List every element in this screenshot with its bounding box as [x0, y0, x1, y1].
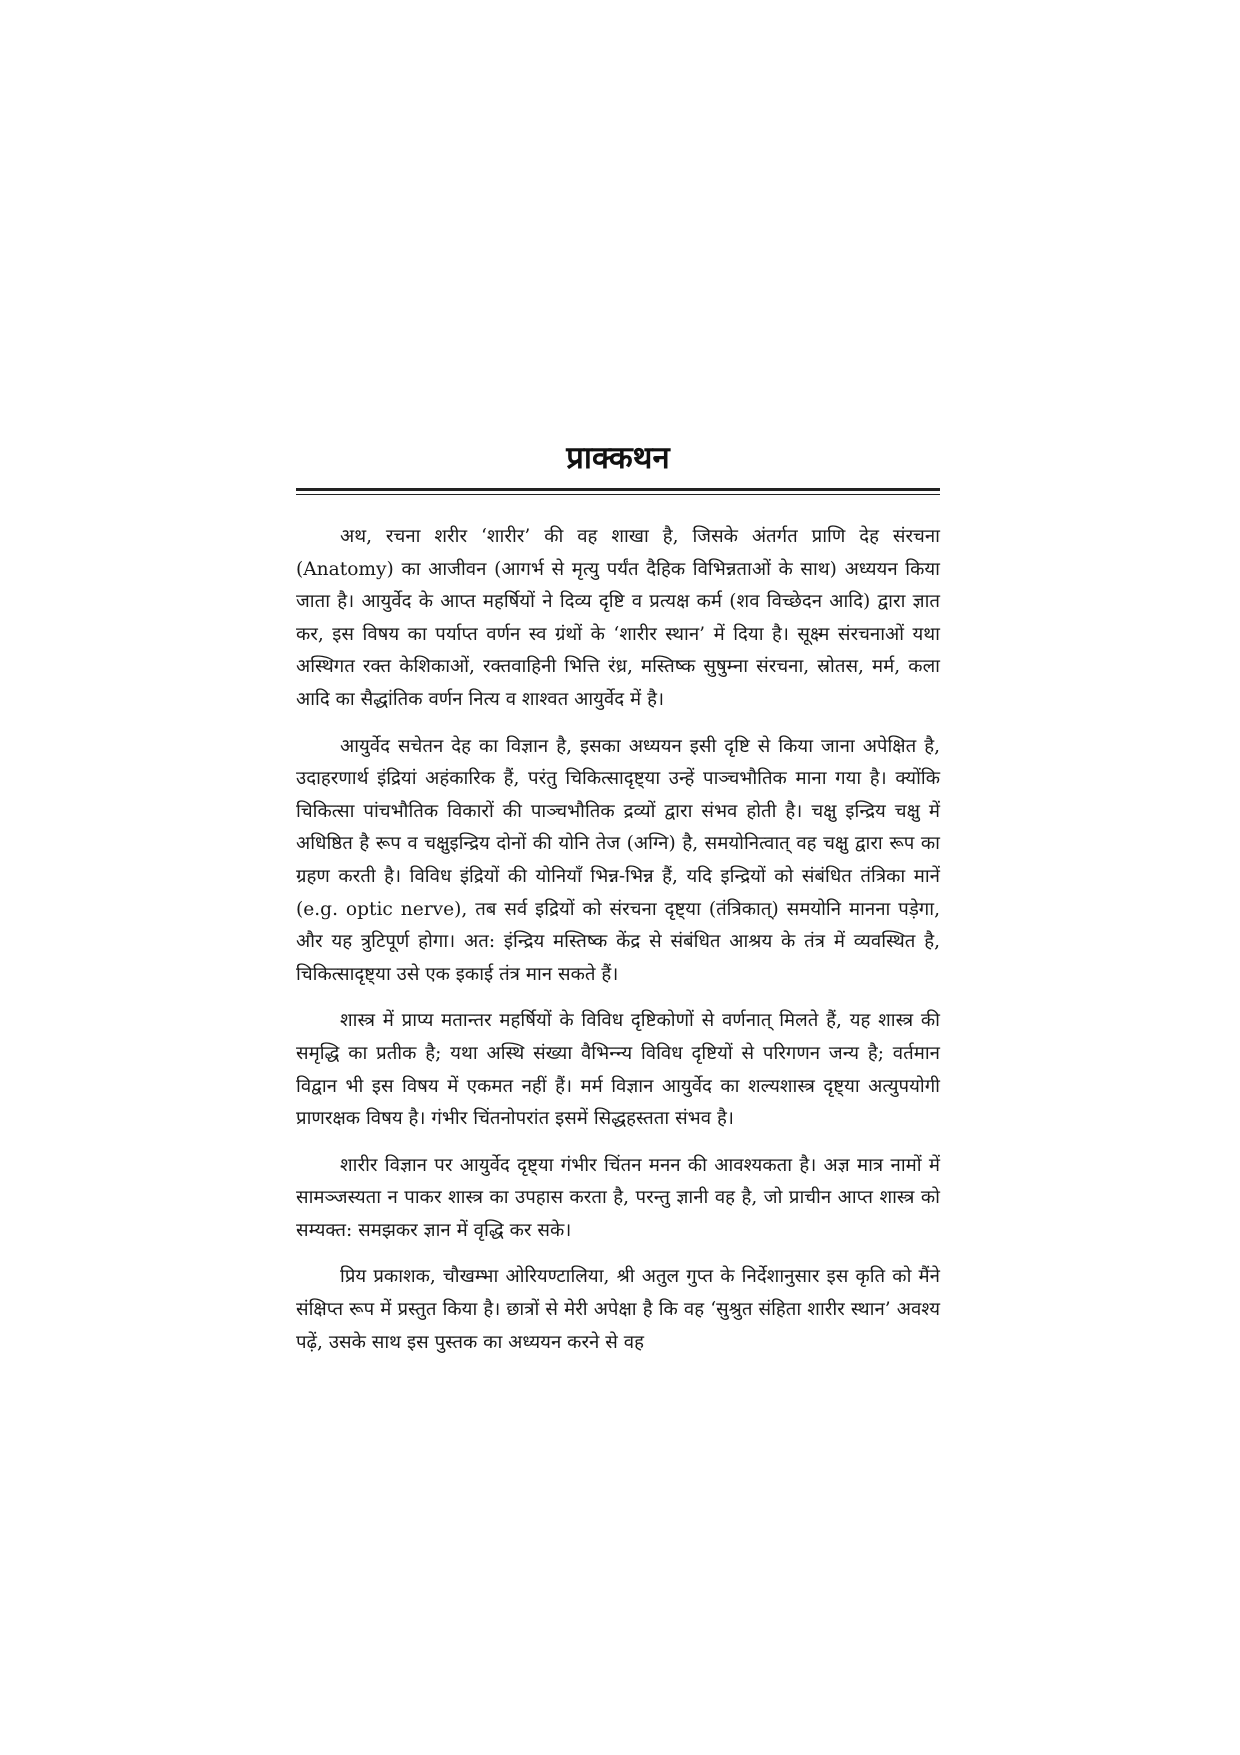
page-content [296, 436, 940, 1373]
paragraph-1: अथ, रचना शरीर ‘शारीर’ की वह शाखा है, जिसके अंतर्गत प्राणि देह संरचना (Anatomy) का आजीवन (आगर्भ से मृत्यु पर्यंत दैहिक विभिन्नताओं के साथ) अध्ययन किया जाता है। आयुर्वेद के आप्त महर्षियों ने दिव्य दृष्टि व प्रत्यक्ष कर्म (शव विच्छेदन आदि) द्वारा ज्ञात कर, इस विषय का पर्याप्त वर्णन स्व ग्रंथों के ‘शारीर स्थान’ में दिया है। सूक्ष्म संरचनाओं यथा अस्थिगत रक्त केशिकाओं, रक्तवाहिनी भित्ति रंध्र, मस्तिष्क सुषुम्ना संरचना, स्रोतस, मर्म, कला आदि का सैद्धांतिक वर्णन नित्य व शाश्वत आयुर्वेद में है। [296, 526, 940, 710]
title-rule-thick [296, 488, 940, 491]
page-title: प्राक्कथन [566, 440, 670, 476]
paragraph-5: प्रिय प्रकाशक, चौखम्भा ओरियण्टालिया, श्री अतुल गुप्त के निर्देशानुसार इस कृति को मैंने संक्षिप्त रूप में प्रस्तुत किया है। छात्रों से मेरी अपेक्षा है कि वह ‘सुश्रुत संहिता शारीर स्थान’ अवश्य पढ़ें, उसके साथ इस पुस्तक का अध्ययन करने से वह [296, 1266, 940, 1353]
paragraph-2: आयुर्वेद सचेतन देह का विज्ञान है, इसका अध्ययन इसी दृष्टि से किया जाना अपेक्षित है, उदाहरणार्थ इंद्रियां अहंकारिक हैं, परंतु चिकित्सादृष्ट्या उन्हें पाञ्चभौतिक माना गया है। क्योंकि चिकित्सा पांचभौतिक विकारों की पाञ्चभौतिक द्रव्यों द्वारा संभव होती है। चक्षु इन्द्रिय चक्षु में अधिष्ठित है रूप व चक्षुइन्द्रिय दोनों की योनि तेज (अग्नि) है, समयोनित्वात् वह चक्षु द्वारा रूप का ग्रहण करती है। विविध इंद्रियों की योनियाँ भिन्न-भिन्न हैं, यदि इन्द्रियों को संबंधित तंत्रिका मानें (e.g. optic nerve), तब सर्व इद्रियों को संरचना दृष्ट्या (तंत्रिकात्) समयोनि मानना पड़ेगा, और यह त्रुटिपूर्ण होगा। अत: इंन्द्रिय मस्तिष्क केंद्र से संबंधित आश्रय के तंत्र में व्यवस्थित है, चिकित्सादृष्ट्या उसे एक इकाई तंत्र मान सकते हैं। [296, 735, 940, 985]
paragraph-4: शारीर विज्ञान पर आयुर्वेद दृष्ट्या गंभीर चिंतन मनन की आवश्यकता है। अज्ञ मात्र नामों में सामञ्जस्यता न पाकर शास्त्र का उपहास करता है, परन्तु ज्ञानी वह है, जो प्राचीन आप्त शास्त्र को सम्यक्त: समझकर ज्ञान में वृद्धि कर सके। [296, 1154, 940, 1241]
paragraph-3: शास्त्र में प्राप्य मतान्तर महर्षियों के विविध दृष्टिकोणों से वर्णनात् मिलते हैं, यह शास्त्र की समृद्धि का प्रतीक है; यथा अस्थि संख्या वैभिन्न्य विविध दृष्टियों से परिगणन जन्य है; वर्तमान विद्वान भी इस विषय में एकमत नहीं हैं। मर्म विज्ञान आयुर्वेद का शल्यशास्त्र दृष्ट्या अत्युपयोगी प्राणरक्षक विषय है। गंभीर चिंतनोपरांत इसमें सिद्धहस्तता संभव है। [296, 1010, 940, 1130]
title-rule-thin [296, 494, 940, 495]
body-text [296, 521, 940, 1359]
